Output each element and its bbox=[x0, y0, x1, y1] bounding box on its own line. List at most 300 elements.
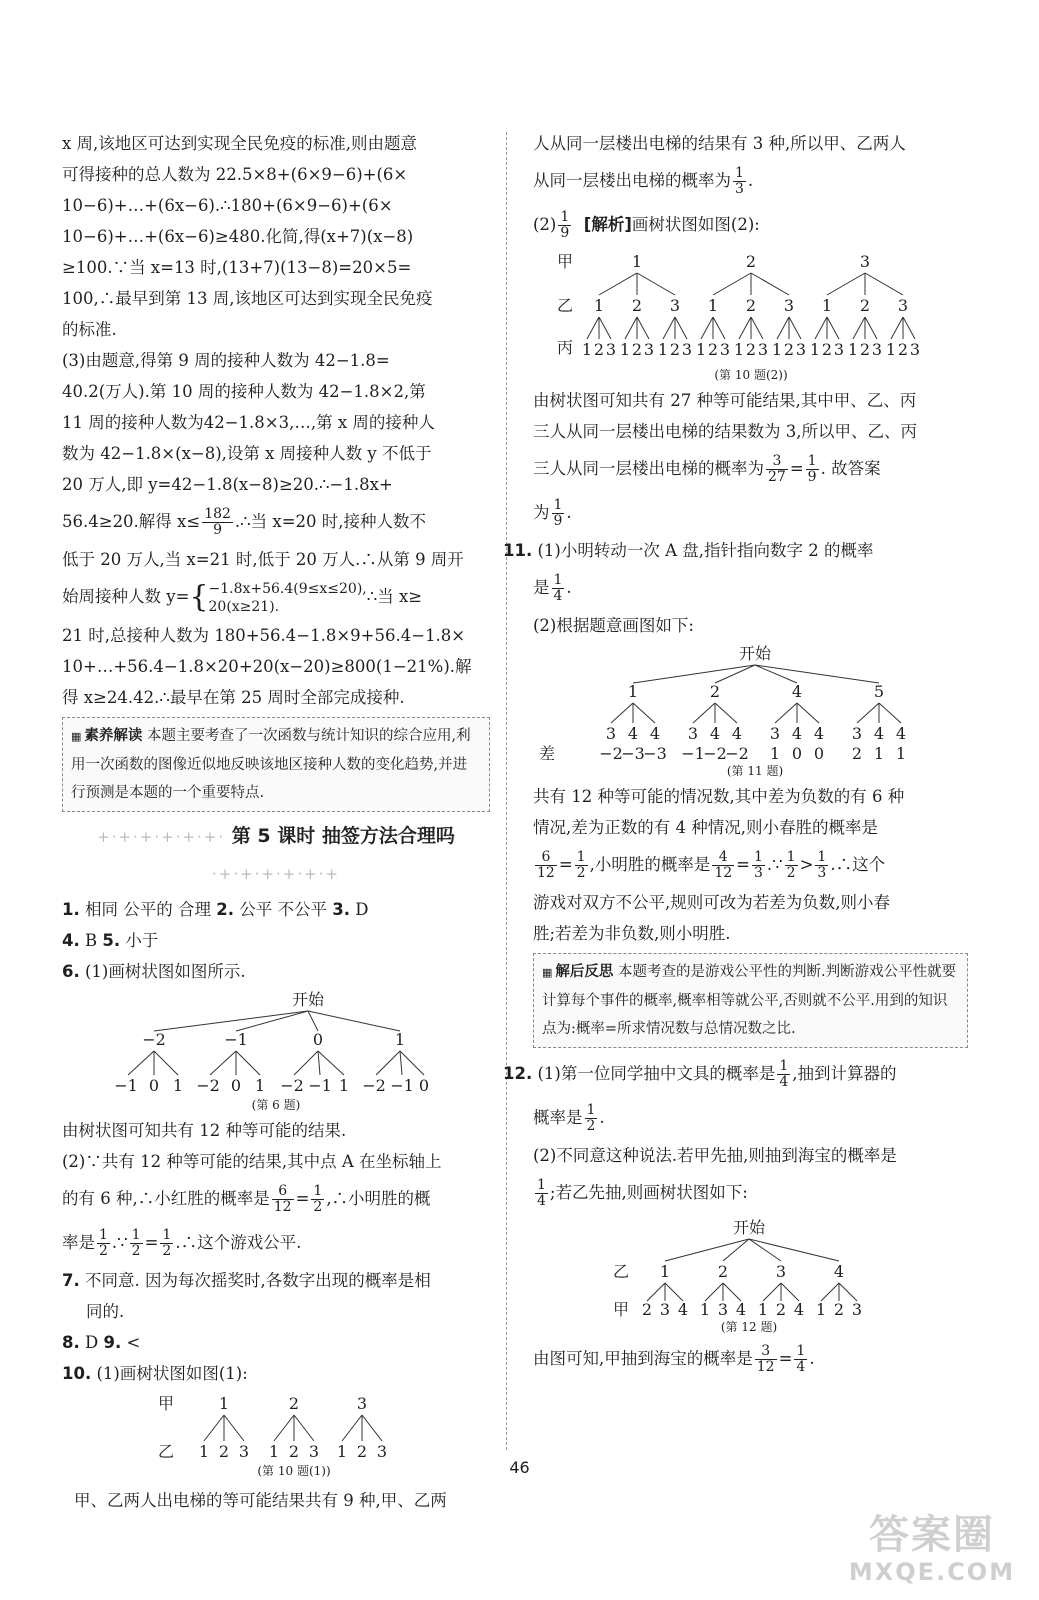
watermark bbox=[842, 1512, 1022, 1586]
diff-label: 差 bbox=[538, 744, 556, 763]
tree-edge bbox=[789, 317, 801, 339]
tree-edge bbox=[839, 1283, 857, 1301]
tree-edge bbox=[705, 1283, 723, 1301]
text-span: ,抽到计算器的 bbox=[792, 1064, 897, 1083]
denominator: 2 bbox=[131, 1242, 141, 1259]
text-span: 概率是 bbox=[533, 1108, 583, 1127]
answer-line bbox=[62, 1327, 490, 1358]
tree-node: 1 bbox=[394, 1029, 406, 1049]
tree-leaf: 1 bbox=[809, 340, 821, 359]
text-line-fraction bbox=[533, 203, 968, 247]
fraction bbox=[712, 850, 734, 881]
text-line: (3)由题意,得第 9 周的接种人数为 42−1.8= bbox=[62, 351, 390, 370]
tree-node: 2 bbox=[745, 296, 757, 315]
tree-edge bbox=[274, 1415, 294, 1441]
tree-diagram-q10-2 bbox=[533, 249, 968, 383]
tree-leaf: −1 bbox=[390, 1075, 414, 1095]
tree-root: 开始 bbox=[738, 644, 772, 663]
tree-edge bbox=[294, 1415, 314, 1441]
insight-box bbox=[62, 717, 490, 812]
numerator: 1 bbox=[162, 1226, 172, 1243]
tree-edge bbox=[853, 317, 865, 339]
tree-edge bbox=[781, 1283, 799, 1301]
tree-edges bbox=[647, 1239, 857, 1301]
text-line-fraction: 为 $\frac{1}{9}$ . bbox=[533, 497, 572, 529]
tree-node: −2 bbox=[142, 1029, 166, 1049]
tree-edge bbox=[318, 1051, 344, 1075]
tree-node: 0 bbox=[312, 1029, 324, 1049]
tree-leaf: 1 bbox=[771, 340, 783, 359]
tree-leaf: 3 bbox=[687, 724, 699, 743]
tree-row-label: 甲 bbox=[157, 1393, 175, 1413]
diff-value: 0 bbox=[813, 744, 825, 763]
fraction bbox=[97, 1228, 110, 1259]
numerator: 182 bbox=[204, 506, 231, 522]
answer-line bbox=[62, 925, 490, 956]
denominator: 12 bbox=[714, 865, 733, 881]
tree-leaf: 2 bbox=[356, 1441, 368, 1461]
answer-text: (1)画树状图如图(1): bbox=[96, 1363, 248, 1383]
diff-value: −2 bbox=[703, 744, 727, 763]
tree-leaf: 1 bbox=[699, 1300, 711, 1319]
tree-edge bbox=[763, 1283, 781, 1301]
fraction bbox=[815, 850, 828, 881]
numerator: 3 bbox=[766, 454, 788, 470]
text-span: 率是 bbox=[62, 1232, 95, 1252]
text-span: (2) bbox=[533, 215, 557, 234]
case-1: −1.8x+56.4(9≤x≤20), bbox=[208, 580, 367, 597]
tree-leaf: 4 bbox=[895, 724, 907, 743]
diff-value: 1 bbox=[873, 744, 885, 763]
tree-edge bbox=[775, 703, 797, 723]
text-line: 游戏对双方不公平,规则可改为若差为负数,则小春 bbox=[533, 893, 890, 912]
tree-edges bbox=[611, 665, 901, 723]
tree-edge bbox=[400, 1051, 424, 1075]
text-line-fraction: $\frac{6}{12}$ = $\frac{1}{2}$ ,小明胜的概率是 $\frac{4}{12}$ = $\frac{1}{3}$ .∵ $\frac{1}{2}$ > $\frac{1}{3}$ .∴这个 bbox=[537, 849, 886, 881]
tree-edge bbox=[637, 317, 649, 339]
piecewise-cases bbox=[209, 580, 367, 616]
diff-value: −1 bbox=[681, 744, 705, 763]
question-number: 11. bbox=[503, 541, 533, 560]
text-span: 为 bbox=[533, 503, 550, 522]
denominator: 12 bbox=[756, 1359, 775, 1375]
tree-diagram-q6 bbox=[62, 989, 490, 1113]
tree-leaf: 2 bbox=[288, 1441, 300, 1461]
tree-leaf: 4 bbox=[735, 1300, 747, 1319]
text-span: 画树状图如图(2): bbox=[631, 215, 760, 234]
fraction bbox=[558, 210, 571, 241]
text-span: .∵ bbox=[766, 855, 783, 874]
text-span: 由图可知,甲抽到海宝的概率是 bbox=[533, 1349, 753, 1368]
tree-node: 1 bbox=[218, 1393, 230, 1413]
tree-leaf: 3 bbox=[769, 724, 781, 743]
tree-row-label: 甲 bbox=[556, 252, 574, 271]
figure-caption: (第 11 题) bbox=[726, 764, 784, 778]
text-span: 始周接种人数 y= bbox=[62, 587, 190, 606]
tree-edge bbox=[204, 1415, 224, 1441]
section-title-text: 第 5 课时 抽签方法合理吗 bbox=[231, 824, 455, 847]
text-line: ≥100.∵当 x=13 时,(13+7)(13−8)=20×5= bbox=[62, 258, 412, 277]
brace: { bbox=[189, 579, 209, 615]
denominator: 3 bbox=[753, 865, 763, 881]
tree-leaf: 1 bbox=[172, 1075, 184, 1095]
fraction bbox=[160, 1228, 173, 1259]
tree-edge bbox=[400, 1051, 402, 1075]
numerator: 6 bbox=[535, 850, 557, 866]
tree-edge bbox=[675, 317, 687, 339]
tree-edge bbox=[210, 1051, 236, 1075]
text-line: 可得接种的总人数为 22.5×8+(6×9−6)+(6× bbox=[62, 165, 408, 184]
box-text: 本题主要考查了一次函数与统计知识的综合应用,利用一次函数的图像近似地反映该地区接种人数的变化趋势,并进行预测是本题的一个重要特点. bbox=[71, 727, 471, 801]
figure-caption: (第 10 题(2)) bbox=[714, 368, 788, 382]
tree-leaf: 2 bbox=[897, 340, 909, 359]
tree-edge bbox=[665, 1283, 683, 1301]
tree-level2 bbox=[642, 1300, 862, 1319]
ornament-left: +·+·+·+·+·+· bbox=[97, 827, 226, 846]
tree-edge bbox=[224, 1415, 244, 1441]
answer-text: (1)第一位同学抽中文具的概率是 bbox=[537, 1064, 776, 1083]
tree-node: 1 bbox=[821, 296, 833, 315]
tree-node: 3 bbox=[356, 1393, 368, 1413]
denominator: 4 bbox=[796, 1359, 806, 1375]
text-span: 56.4≥20.解得 x≤ bbox=[62, 512, 201, 531]
text-span: .∴这个 bbox=[830, 855, 886, 874]
denominator: 2 bbox=[586, 1118, 596, 1134]
text-line: 10+…+56.4−1.8×20+20(x−20)≥800(1−21%).解 bbox=[62, 656, 472, 676]
tree-row-label: 丙 bbox=[556, 338, 574, 357]
answer-text: D bbox=[355, 899, 369, 919]
left-column bbox=[62, 128, 490, 1516]
tree-leaf: 3 bbox=[681, 340, 693, 359]
tree-leaf: 2 bbox=[745, 340, 757, 359]
ornament-right: ·+·+·+·+·+·+ bbox=[211, 864, 341, 883]
text-line: x 周,该地区可达到实现全民免疫的标准,则由题意 bbox=[62, 134, 418, 153]
fraction bbox=[755, 1344, 777, 1375]
numerator: 1 bbox=[807, 453, 817, 469]
tree-edge bbox=[342, 1415, 362, 1441]
section-title bbox=[62, 818, 490, 892]
tree-leaf: 1 bbox=[885, 340, 897, 359]
tree-node: 1 bbox=[593, 296, 605, 315]
tree-level1 bbox=[660, 1262, 844, 1281]
case-2: 20(x≥21). bbox=[208, 598, 280, 615]
text-span: .∴这个游戏公平. bbox=[175, 1232, 302, 1252]
fraction bbox=[311, 1184, 324, 1215]
tree-leaf: 1 bbox=[619, 340, 631, 359]
tree-node: 4 bbox=[791, 682, 803, 701]
text-span: 从同一层楼出电梯的概率为 bbox=[533, 171, 731, 190]
tree-leaf: 4 bbox=[709, 724, 721, 743]
tree-edge bbox=[693, 703, 715, 723]
tree-leaf: 2 bbox=[631, 340, 643, 359]
tree-level2 bbox=[606, 724, 906, 743]
tree-leaf: −2 bbox=[196, 1075, 220, 1095]
tree-leaf: 3 bbox=[376, 1441, 388, 1461]
tree-leaf: 2 bbox=[859, 340, 871, 359]
tree-diagram-q11 bbox=[533, 643, 968, 779]
question-number: 4. bbox=[62, 930, 80, 950]
tree-leaf: 1 bbox=[757, 1300, 769, 1319]
text-line-fraction: 从同一层楼出电梯的概率为 $\frac{1}{3}$ . bbox=[533, 165, 754, 197]
fraction bbox=[806, 454, 819, 485]
answer-text: 公平 不公平 bbox=[239, 899, 333, 919]
tree-edge bbox=[318, 1051, 320, 1075]
tree-edge bbox=[713, 317, 725, 339]
tree-edge bbox=[715, 703, 737, 723]
tree-leaf: 3 bbox=[795, 340, 807, 359]
tree-leaf: −2 bbox=[280, 1075, 304, 1095]
tree-leaf: 4 bbox=[791, 724, 803, 743]
numerator: 1 bbox=[131, 1226, 141, 1243]
answer-line bbox=[62, 956, 490, 987]
text-line: 情况,差为正数的有 4 种情况,则小春胜的概率是 bbox=[533, 818, 878, 837]
tree-node: 2 bbox=[631, 296, 643, 315]
text-line: 100,∴最早到第 13 周,该地区可达到实现全民免疫 bbox=[62, 289, 433, 308]
tree-leaf: 1 bbox=[338, 1075, 350, 1095]
reflection-box bbox=[533, 953, 968, 1048]
tree-node: 4 bbox=[833, 1262, 845, 1281]
tree-edge bbox=[633, 703, 655, 723]
tree-edge bbox=[376, 1051, 400, 1075]
tree-edge bbox=[236, 1011, 308, 1031]
figure-caption: (第 10 题(1)) bbox=[257, 1463, 331, 1478]
tree-node: 3 bbox=[775, 1262, 787, 1281]
tree-root: 开始 bbox=[291, 989, 325, 1009]
fraction bbox=[202, 507, 233, 538]
text-span: ,∴小明胜的概 bbox=[326, 1188, 431, 1208]
tree-edge bbox=[362, 1415, 382, 1441]
numerator: 4 bbox=[712, 850, 734, 866]
tree-level3 bbox=[582, 317, 920, 359]
tree-edge bbox=[739, 317, 751, 339]
box-tag: ▦ 素养解读 bbox=[71, 728, 142, 744]
tree-leaf: −1 bbox=[308, 1075, 332, 1095]
figure-caption: (第 6 题) bbox=[251, 1097, 301, 1112]
tree-row-label: 甲 bbox=[612, 1300, 630, 1319]
tree-row-label: 乙 bbox=[612, 1262, 630, 1281]
tree-edge bbox=[611, 703, 633, 723]
text-line: 胜;若差为非负数,则小明胜. bbox=[533, 924, 731, 943]
text-line-fraction: 由图可知,甲抽到海宝的概率是 $\frac{3}{12}$ = $\frac{1}{4}$ . bbox=[533, 1343, 815, 1375]
denominator: 4 bbox=[779, 1074, 789, 1090]
piecewise-line bbox=[62, 575, 490, 620]
diff-value: −3 bbox=[643, 744, 667, 763]
tree-edge bbox=[815, 317, 827, 339]
fraction bbox=[766, 454, 788, 485]
diff-value: −2 bbox=[599, 744, 623, 763]
tree-edge bbox=[723, 1283, 741, 1301]
tree-edge bbox=[128, 1051, 154, 1075]
fraction bbox=[785, 850, 798, 881]
text-line: 得 x≥24.42.∴最早在第 25 周时全部完成接种. bbox=[62, 687, 405, 707]
answer-text: 小于 bbox=[125, 930, 159, 950]
denominator: 2 bbox=[786, 865, 796, 881]
denominator: 27 bbox=[768, 469, 786, 485]
denominator: 3 bbox=[817, 865, 827, 881]
tree-edge bbox=[865, 317, 877, 339]
numerator: 1 bbox=[560, 209, 570, 225]
tree-node: 2 bbox=[288, 1393, 300, 1413]
tree-row-label: 乙 bbox=[157, 1441, 175, 1461]
tree-edge bbox=[903, 317, 915, 339]
analysis-tag: [解析] bbox=[583, 215, 632, 234]
tree-leaf: 2 bbox=[641, 1300, 653, 1319]
fraction bbox=[130, 1228, 143, 1259]
tree-edge bbox=[797, 703, 819, 723]
fraction bbox=[794, 1344, 807, 1375]
tree-edge bbox=[599, 273, 637, 295]
tree-edge bbox=[827, 317, 839, 339]
text-line: 人从同一层楼出电梯的结果有 3 种,所以甲、乙两人 bbox=[533, 134, 906, 153]
numerator: 1 bbox=[779, 1058, 789, 1074]
diff-value: 0 bbox=[791, 744, 803, 763]
fraction bbox=[575, 850, 588, 881]
numerator: 1 bbox=[313, 1182, 323, 1199]
fraction bbox=[752, 850, 765, 881]
text-line: (2)根据题意画图如下: bbox=[533, 616, 694, 635]
text-span: 的有 6 种,∴小红胜的概率是 bbox=[62, 1188, 270, 1208]
tree-leaf: 3 bbox=[659, 1300, 671, 1319]
text-line-fraction: 概率是 $\frac{1}{2}$ . bbox=[533, 1102, 605, 1134]
numerator: 1 bbox=[553, 497, 563, 513]
tree-edge bbox=[633, 665, 755, 683]
tree-node: 3 bbox=[783, 296, 795, 315]
tree-edge bbox=[236, 1051, 260, 1075]
box-text: 本题考查的是游戏公平性的判断.判断游戏公平性就要计算每个事件的概率,概率相等就公平,否则就不公平.用到的知识点为:概率=所求情况数与总情况数之比. bbox=[542, 964, 957, 1037]
tree-node: 1 bbox=[707, 296, 719, 315]
text-line: 低于 20 万人,当 x=21 时,低于 20 万人.∴从第 9 周开 bbox=[62, 550, 464, 569]
denominator: 9 bbox=[213, 522, 223, 538]
tree-leaf: 2 bbox=[775, 1300, 787, 1319]
text-line-fraction: 是 $\frac{1}{4}$ . bbox=[533, 572, 572, 604]
tree-edge bbox=[777, 317, 789, 339]
text-line: 20 万人,即 y=42−1.8(x−8)≥20.∴−1.8x+ bbox=[62, 475, 393, 494]
diff-value: 1 bbox=[769, 744, 781, 763]
tree-node: 2 bbox=[859, 296, 871, 315]
text-line: 21 时,总接种人数为 180+56.4−1.8×9+56.4−1.8× bbox=[62, 625, 466, 645]
answer-line bbox=[503, 535, 968, 566]
text-line: 甲、乙两人出电梯的等可能结果共有 9 种,甲、乙两 bbox=[74, 1490, 447, 1510]
fraction bbox=[733, 166, 746, 197]
tree-diffs bbox=[599, 744, 906, 763]
tree-leaf: 2 bbox=[218, 1441, 230, 1461]
right-column bbox=[503, 128, 968, 1381]
tree-diagram-q12 bbox=[533, 1217, 968, 1335]
tree-leaf: 0 bbox=[230, 1075, 242, 1095]
tree-edge bbox=[587, 317, 599, 339]
figure-caption: (第 12 题) bbox=[720, 1320, 778, 1334]
tree-node: −1 bbox=[224, 1029, 248, 1049]
column-divider bbox=[506, 132, 507, 1450]
answer-text: 不同意. 因为每次摇奖时,各数字出现的概率是相 bbox=[85, 1270, 431, 1290]
tree-edge bbox=[308, 1011, 318, 1031]
tree-node: 2 bbox=[745, 252, 757, 271]
tree-edge bbox=[154, 1051, 178, 1075]
text-line: (2)不同意这种说法.若甲先抽,则抽到海宝的概率是 bbox=[533, 1146, 897, 1165]
denominator: 2 bbox=[576, 865, 586, 881]
tree-root: 开始 bbox=[732, 1218, 766, 1237]
numerator: 1 bbox=[735, 165, 744, 181]
tree-leaf: 2 bbox=[821, 340, 833, 359]
tree-edge bbox=[637, 273, 675, 295]
text-span: ;若乙先抽,则画树状图如下: bbox=[549, 1183, 748, 1202]
text-line: 由树状图可知共有 12 种等可能的结果. bbox=[62, 1120, 347, 1140]
answer-text: (1)画树状图如图所示. bbox=[85, 961, 246, 981]
tree-edge bbox=[663, 317, 675, 339]
tree-leaf: 4 bbox=[677, 1300, 689, 1319]
tree-leaf: 2 bbox=[593, 340, 605, 359]
tree-leaf: 1 bbox=[695, 340, 707, 359]
tree-edge bbox=[891, 317, 903, 339]
tree-leaf: 3 bbox=[909, 340, 921, 359]
tree-node: 2 bbox=[709, 682, 721, 701]
tree-leaf: 3 bbox=[757, 340, 769, 359]
numerator: 1 bbox=[553, 572, 563, 588]
tree-leaf: 1 bbox=[581, 340, 593, 359]
tree-leaf: 4 bbox=[627, 724, 639, 743]
text-line: 10−6)+…+(6x−6).∴180+(6×9−6)+(6× bbox=[62, 196, 393, 215]
tree-leaf: 1 bbox=[268, 1441, 280, 1461]
tree-edges-level1 bbox=[599, 273, 903, 295]
text-span: 三人从同一层楼出电梯的概率为 bbox=[533, 459, 764, 478]
tree-leaf: 1 bbox=[198, 1441, 210, 1461]
text-line: 10−6)+…+(6x−6)≥480.化简,得(x+7)(x−8) bbox=[62, 227, 414, 246]
answer-text: (1)小明转动一次 A 盘,指针指向数字 2 的概率 bbox=[537, 541, 874, 560]
question-number: 1. bbox=[62, 899, 80, 919]
text-line: (2)∵共有 12 种等可能的结果,其中点 A 在坐标轴上 bbox=[62, 1151, 442, 1171]
denominator: 3 bbox=[735, 181, 744, 197]
tree-leaf: 1 bbox=[815, 1300, 827, 1319]
text-span: .∴当 x=20 时,接种人数不 bbox=[234, 512, 427, 531]
tree-leaf: 0 bbox=[148, 1075, 160, 1095]
tree-leaf: 3 bbox=[851, 1300, 863, 1319]
tree-leaf: 3 bbox=[717, 1300, 729, 1319]
text-span: . 故答案 bbox=[820, 459, 881, 478]
tree-leaf: −1 bbox=[114, 1075, 138, 1095]
tree-leaf: 4 bbox=[649, 724, 661, 743]
numerator: 3 bbox=[755, 1344, 777, 1360]
numerator: 1 bbox=[786, 849, 796, 865]
text-span: ,小明胜的概率是 bbox=[589, 855, 711, 874]
fraction bbox=[585, 1103, 598, 1134]
tree-edge bbox=[294, 1051, 318, 1075]
text-line: 由树状图可知共有 27 种等可能结果,其中甲、乙、丙 bbox=[533, 391, 917, 410]
question-number: 9. bbox=[103, 1332, 122, 1352]
answer-line bbox=[62, 1358, 490, 1389]
tree-node: 5 bbox=[873, 682, 885, 701]
fraction bbox=[272, 1184, 294, 1215]
text-line: 数为 42−1.8×(x−8),设第 x 周接种人数 y 不低于 bbox=[62, 444, 432, 463]
fraction bbox=[552, 573, 565, 604]
text-line: 11 周的接种人数为42−1.8×3,…,第 x 周的接种人 bbox=[62, 413, 435, 432]
tree-leaf: 2 bbox=[783, 340, 795, 359]
box-tag: ▦ 解后反思 bbox=[542, 964, 613, 980]
question-number: 8. bbox=[62, 1332, 80, 1352]
tree-edge bbox=[857, 703, 879, 723]
answer-line: 同的. bbox=[86, 1301, 125, 1321]
tree-leaf: 4 bbox=[813, 724, 825, 743]
watermark-logo: 答案圈 bbox=[869, 1512, 995, 1558]
tree-edge bbox=[308, 1011, 400, 1031]
tree-leaf: 2 bbox=[669, 340, 681, 359]
tree-leaf: 1 bbox=[336, 1441, 348, 1461]
tree-row-label: 乙 bbox=[556, 296, 574, 315]
denominator: 9 bbox=[560, 225, 570, 241]
question-number: 3. bbox=[332, 899, 350, 919]
denominator: 9 bbox=[807, 469, 817, 485]
answer-text: < bbox=[126, 1332, 141, 1352]
text-line: 共有 12 种等可能的情况数,其中差为负数的有 6 种 bbox=[533, 787, 905, 806]
